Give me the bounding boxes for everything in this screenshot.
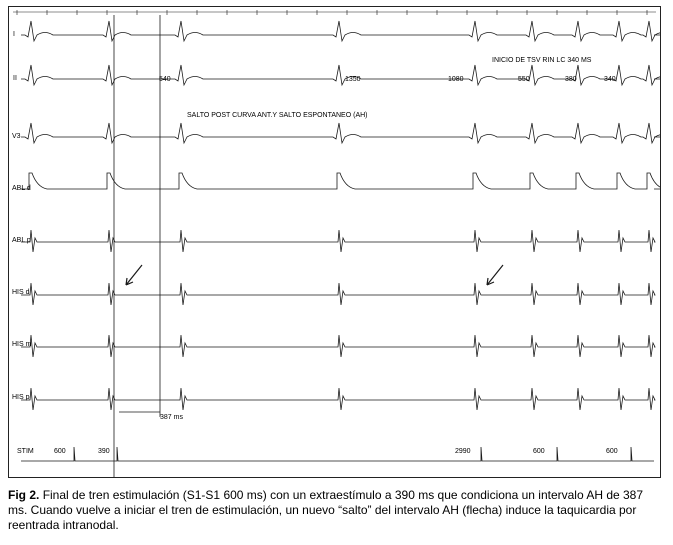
lead-stim-trace	[21, 447, 654, 461]
interval-label-550: 550	[518, 76, 530, 83]
lead-his-m-trace	[21, 335, 655, 357]
lead-his-d-trace	[21, 283, 655, 305]
stim-label-600-b: 600	[533, 448, 545, 455]
stim-label-390: 390	[98, 448, 110, 455]
annotation-ah-jump: SALTO POST CURVA ANT.Y SALTO ESPONTANEO (AH)	[187, 112, 368, 119]
lead-label-i: I	[13, 31, 15, 38]
lead-i-trace	[21, 21, 660, 41]
annotation-tsv-start: INICIO DE TSV RIN LC 340 MS	[492, 57, 592, 64]
lead-label-his-m: HIS m	[12, 341, 32, 348]
lead-label-stim: STIM	[17, 448, 34, 455]
lead-abl-p-trace	[21, 230, 655, 252]
lead-abl-d-trace	[21, 173, 660, 189]
ecg-tracings	[9, 7, 660, 477]
lead-label-v3: V3	[12, 133, 21, 140]
figure-caption	[8, 488, 663, 533]
lead-label-abl-d: ABL d	[12, 185, 31, 192]
stim-label-600-a: 600	[54, 448, 66, 455]
time-tick-row	[13, 10, 656, 15]
interval-ah-label: 387 ms	[160, 414, 183, 421]
lead-label-his-p: HIS p	[12, 394, 30, 401]
lead-label-his-d: HIS d	[12, 289, 30, 296]
arrow-second-jump	[487, 265, 503, 285]
lead-label-ii: II	[13, 75, 17, 82]
arrow-first-jump	[126, 265, 142, 285]
lead-his-p-trace	[21, 388, 655, 410]
stim-label-2990: 2990	[455, 448, 471, 455]
interval-label-540: 540	[159, 76, 171, 83]
caption-text: Final de tren estimulación (S1-S1 600 ms) con un extraestímulo a 390 ms que condiciona un intervalo AH de 387 ms. Cuando vuelve a iniciar el tren de estimulación, un nuevo “salto” del intervalo AH (flecha) induce la taquicardia por reentrada intranodal.	[8, 488, 644, 532]
interval-label-340: 340	[604, 76, 616, 83]
stim-label-600-c: 600	[606, 448, 618, 455]
interval-label-1080: 1080	[448, 76, 464, 83]
caption-label: Fig 2.	[8, 488, 40, 502]
lead-label-abl-p: ABL p	[12, 237, 31, 244]
lead-v3-trace	[21, 123, 660, 143]
interval-label-380: 380	[565, 76, 577, 83]
interval-label-1350: 1350	[345, 76, 361, 83]
ecg-figure	[8, 6, 661, 478]
